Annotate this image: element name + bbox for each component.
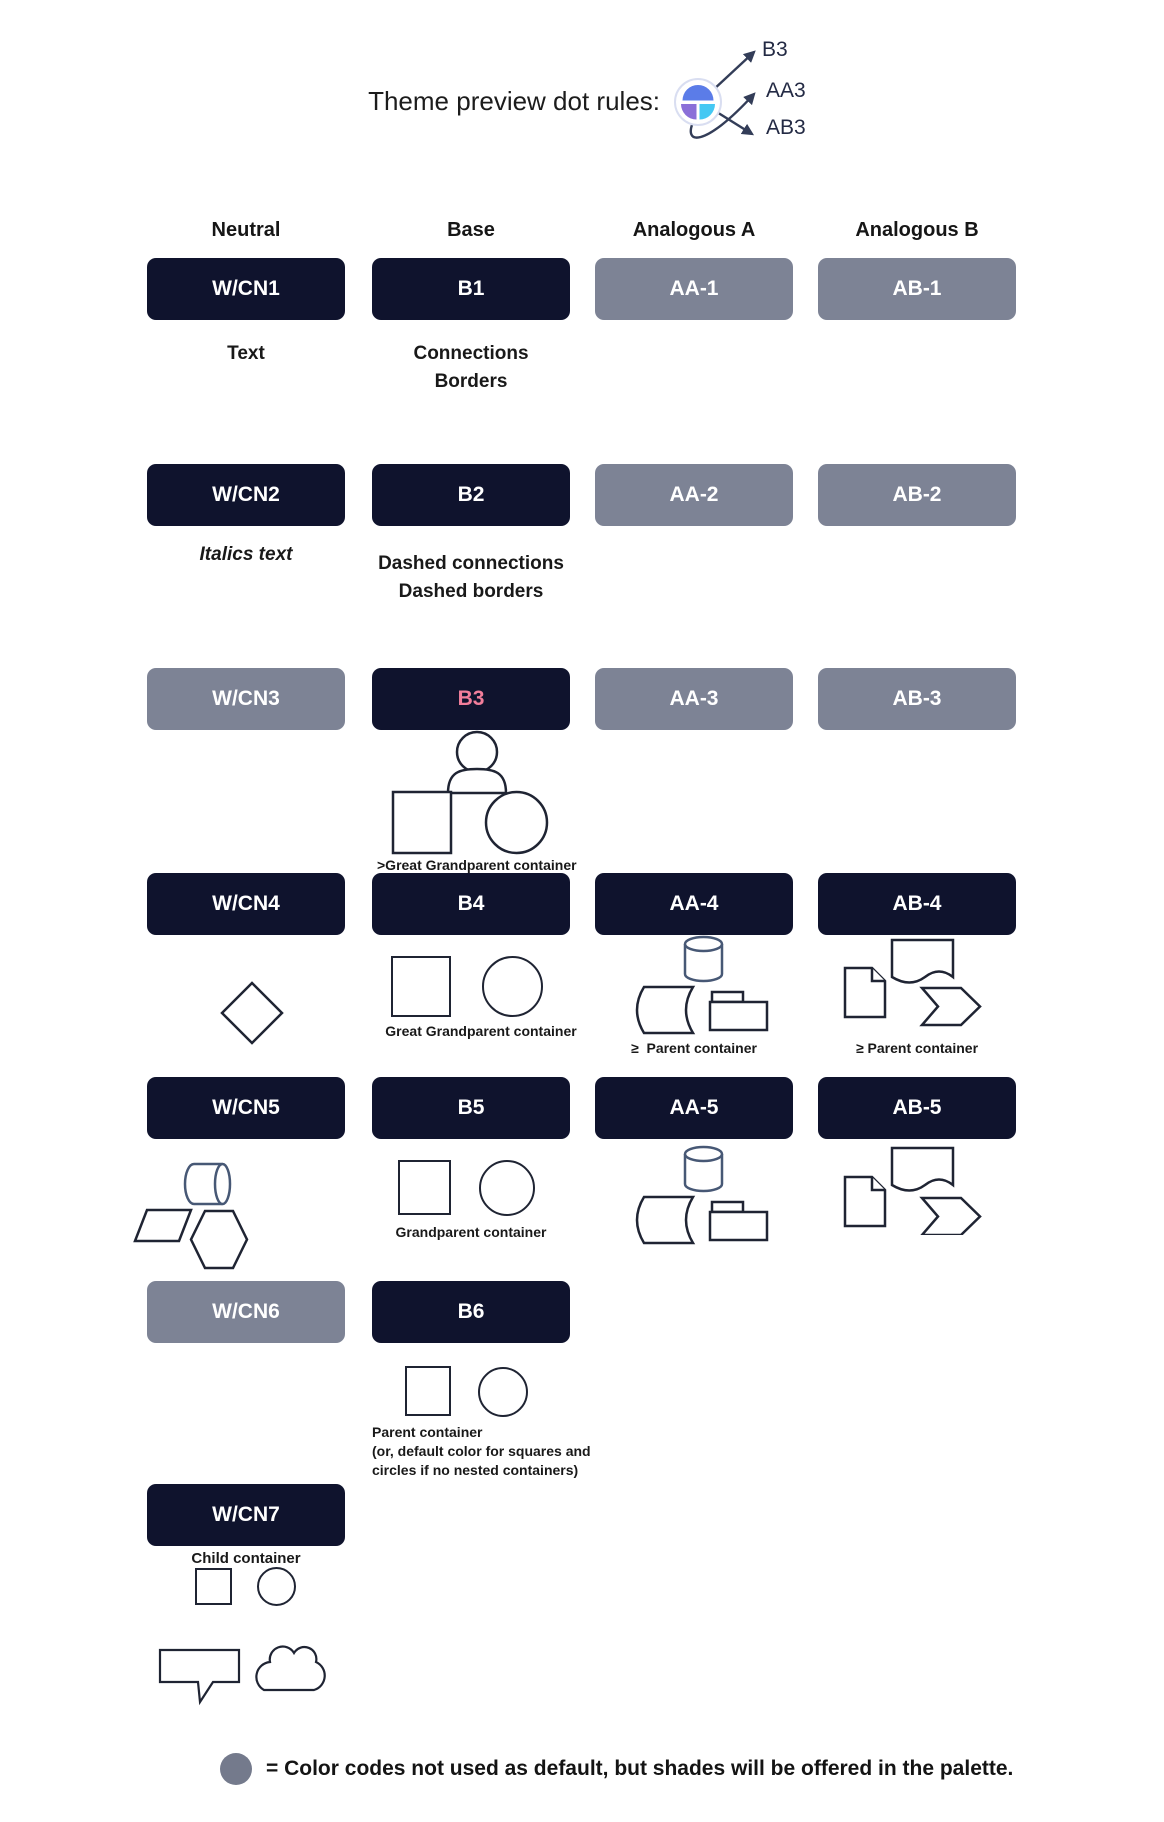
swatch-wcn3: W/CN3 (147, 668, 345, 730)
column-header-base: Base (447, 219, 495, 241)
swatch-wcn1: W/CN1 (147, 258, 345, 320)
caption-great-grandparent: Great Grandparent container (385, 1023, 577, 1039)
person-icon (457, 732, 497, 772)
wavy-document-shape (892, 940, 953, 983)
swatch-ab1: AB-1 (818, 258, 1016, 320)
legend-gray-dot-icon (220, 1753, 252, 1785)
circle-shape (486, 792, 547, 853)
caption-text: Text (227, 343, 265, 364)
swatch-aa2: AA-2 (595, 464, 793, 526)
person-square-circle-shapes (385, 725, 555, 857)
card-tab-shape (712, 992, 743, 1002)
stored-data-shape (637, 1197, 693, 1243)
caption-borders: Borders (434, 371, 508, 392)
hexagon-shape (191, 1211, 247, 1268)
swatch-wcn4: W/CN4 (147, 873, 345, 935)
circle-shape (478, 1367, 528, 1417)
diamond-shape (220, 981, 284, 1045)
hcylinder-parallelogram-hexagon-shapes (128, 1158, 252, 1270)
card-body-shape (710, 1002, 767, 1030)
document-wavydoc-chevron-shapes (840, 935, 985, 1027)
caption-child: Child container (191, 1550, 301, 1567)
swatch-b2: B2 (372, 464, 570, 526)
swatch-ab2: AB-2 (818, 464, 1016, 526)
column-header-analogous-a: Analogous A (632, 219, 756, 241)
swatch-b4: B4 (372, 873, 570, 935)
chevron-arrow-shape (922, 988, 980, 1025)
swatch-aa3: AA-3 (595, 668, 793, 730)
cloud-shape (248, 1638, 332, 1698)
cylinder-storeddata-card-shapes (625, 1143, 775, 1248)
square-shape (391, 956, 451, 1017)
legend-text: = Color codes not used as default, but shades will be offered in the palette. (266, 1757, 1014, 1780)
page-title: Theme preview dot rules: (368, 86, 660, 116)
column-header-analogous-b: Analogous B (855, 219, 979, 241)
caption-italics-text: Italics text (199, 544, 293, 565)
caption-dashed-connections: Dashed connections (378, 553, 564, 574)
caption-parent-line2: (or, default color for squares and (372, 1443, 591, 1459)
speech-bubble-shape (158, 1646, 248, 1706)
cylinder-shape (685, 937, 722, 981)
caption-connections: Connections (413, 343, 529, 364)
swatch-wcn6: W/CN6 (147, 1281, 345, 1343)
column-header-neutral: Neutral (211, 219, 281, 241)
swatch-wcn5: W/CN5 (147, 1077, 345, 1139)
caption-dashed-borders: Dashed borders (398, 581, 544, 602)
caption-ge-parent-ab: ≥ Parent container (855, 1040, 979, 1056)
person-shoulders-shape (448, 769, 506, 793)
card-tab-shape (712, 1202, 743, 1212)
cylinder-shape (685, 1147, 722, 1191)
wavy-document-shape (892, 1148, 953, 1191)
cylinder-rim (685, 944, 722, 951)
parallelogram-shape (135, 1210, 191, 1241)
dot-label-ab3: AB3 (766, 116, 806, 139)
square-shape (405, 1366, 451, 1416)
caption-ge-parent-aa: ≥ Parent container (631, 1040, 757, 1056)
swatch-wcn2: W/CN2 (147, 464, 345, 526)
swatch-ab4: AB-4 (818, 873, 1016, 935)
swatch-aa5: AA-5 (595, 1077, 793, 1139)
swatch-b6: B6 (372, 1281, 570, 1343)
cylinder-rim (685, 1154, 722, 1161)
stored-data-shape (637, 987, 693, 1033)
caption-parent-line3: circles if no nested containers) (372, 1462, 579, 1478)
square-shape (195, 1568, 232, 1605)
horizontal-cylinder-rim (215, 1164, 230, 1204)
cylinder-storeddata-card-shapes (625, 933, 775, 1038)
caption-great-grandparent-gt: >Great Grandparent container (377, 857, 577, 873)
swatch-ab3: AB-3 (818, 668, 1016, 730)
circle-shape (479, 1160, 535, 1216)
swatch-ab5: AB-5 (818, 1077, 1016, 1139)
swatch-aa1: AA-1 (595, 258, 793, 320)
swatch-wcn7: W/CN7 (147, 1484, 345, 1546)
square-shape (398, 1160, 451, 1215)
swatch-b3: B3 (372, 668, 570, 730)
circle-shape (482, 956, 543, 1017)
caption-grandparent: Grandparent container (395, 1224, 547, 1240)
card-body-shape (710, 1212, 767, 1240)
swatch-b1: B1 (372, 258, 570, 320)
swatch-aa4: AA-4 (595, 873, 793, 935)
caption-parent-line1: Parent container (372, 1424, 483, 1440)
document-wavydoc-chevron-shapes (840, 1143, 985, 1235)
circle-shape (257, 1567, 296, 1606)
dot-label-b3: B3 (762, 38, 788, 61)
folded-corner-line (872, 968, 885, 981)
arrow-to-b3 (712, 52, 754, 91)
swatch-b5: B5 (372, 1077, 570, 1139)
chevron-arrow-shape (922, 1198, 980, 1235)
square-shape (393, 792, 451, 853)
dot-label-aa3: AA3 (766, 79, 806, 102)
